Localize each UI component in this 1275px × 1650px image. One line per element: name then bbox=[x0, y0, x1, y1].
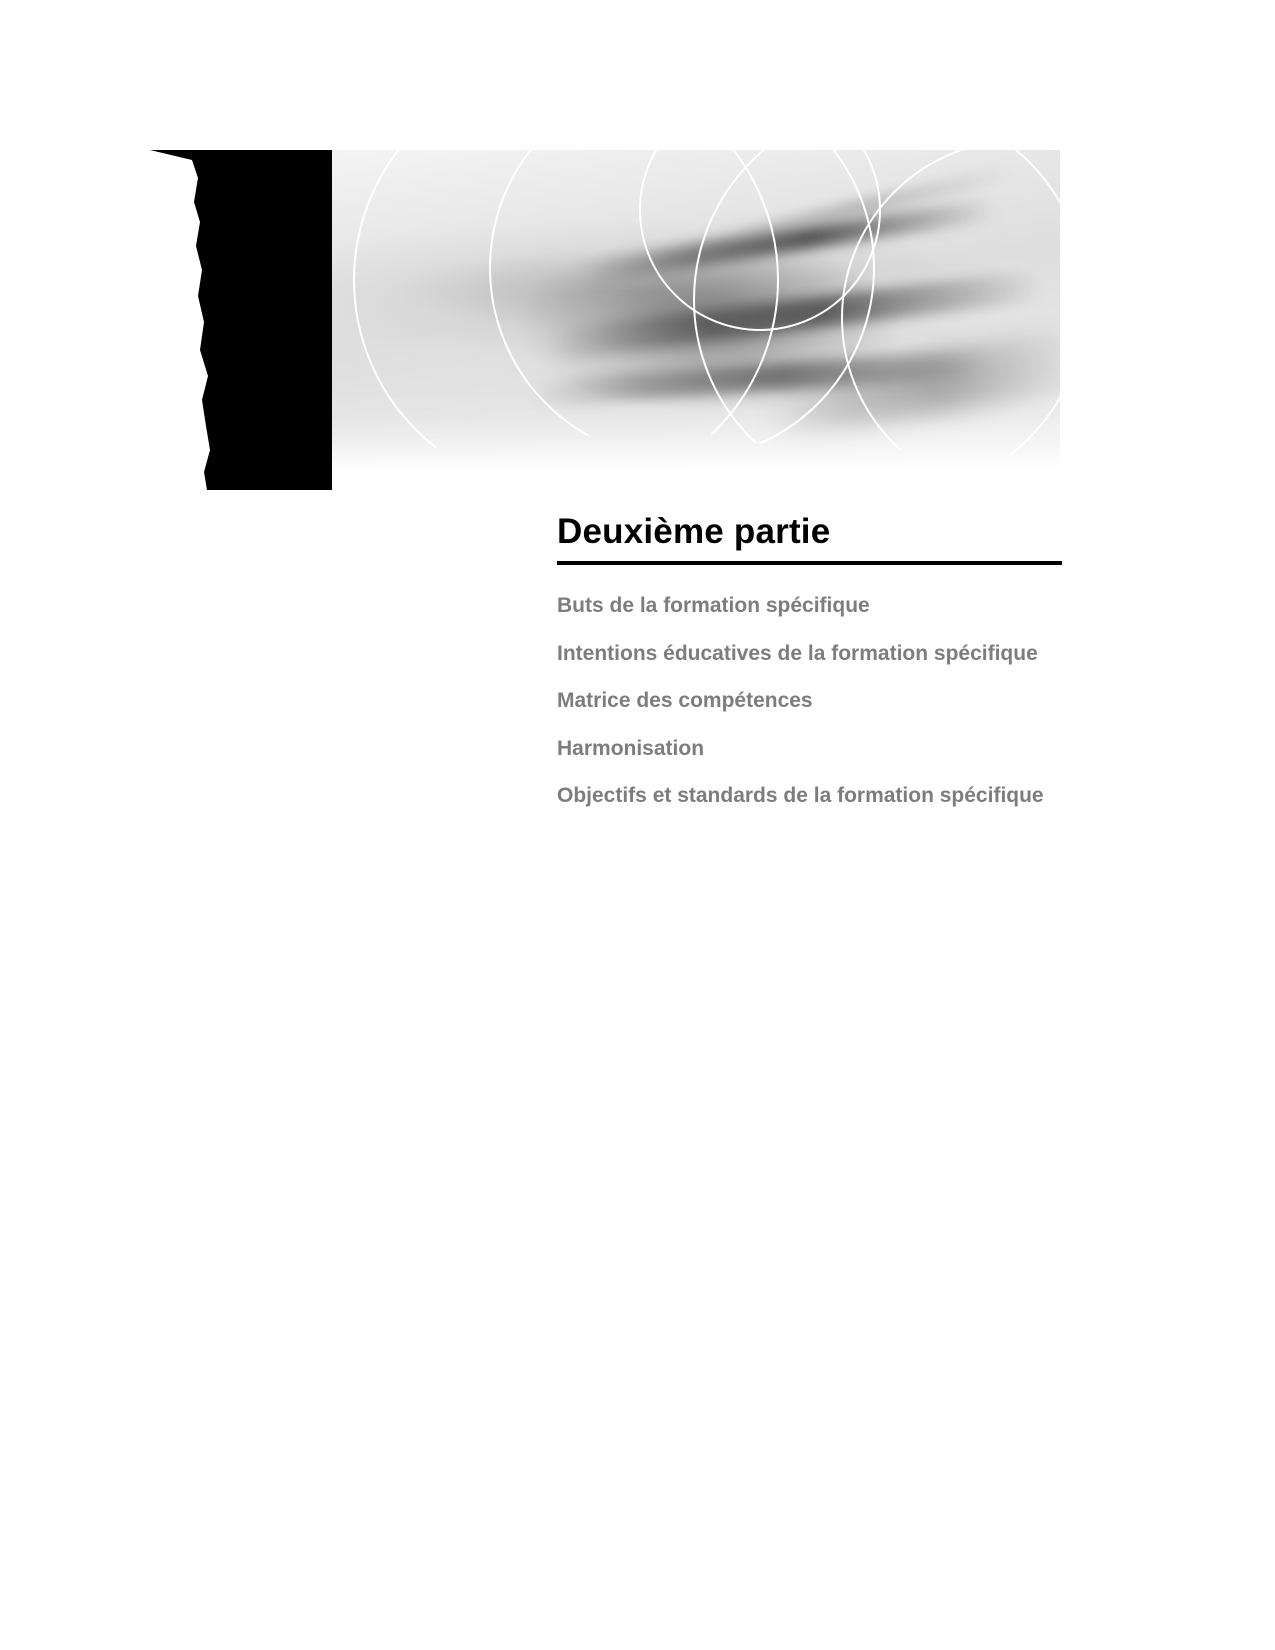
banner-photo-field bbox=[330, 150, 1060, 485]
title-divider bbox=[557, 561, 1062, 565]
section-list-item: Buts de la formation spécifique bbox=[557, 594, 870, 618]
title-block bbox=[557, 512, 1062, 811]
torn-black-block bbox=[150, 150, 332, 490]
banner-streak bbox=[581, 197, 999, 284]
section-list-item: Harmonisation bbox=[557, 736, 705, 760]
abstract-landscape-banner bbox=[150, 150, 1060, 490]
banner-streak bbox=[757, 327, 1092, 443]
section-list-item: Objectifs et standards de la formation spécifique bbox=[557, 783, 1044, 807]
section-list-item: Intentions éducatives de la formation spécifique bbox=[557, 641, 1038, 665]
section-list-item: Matrice des compétences bbox=[557, 689, 813, 713]
page-title: Deuxième partie bbox=[557, 512, 831, 551]
